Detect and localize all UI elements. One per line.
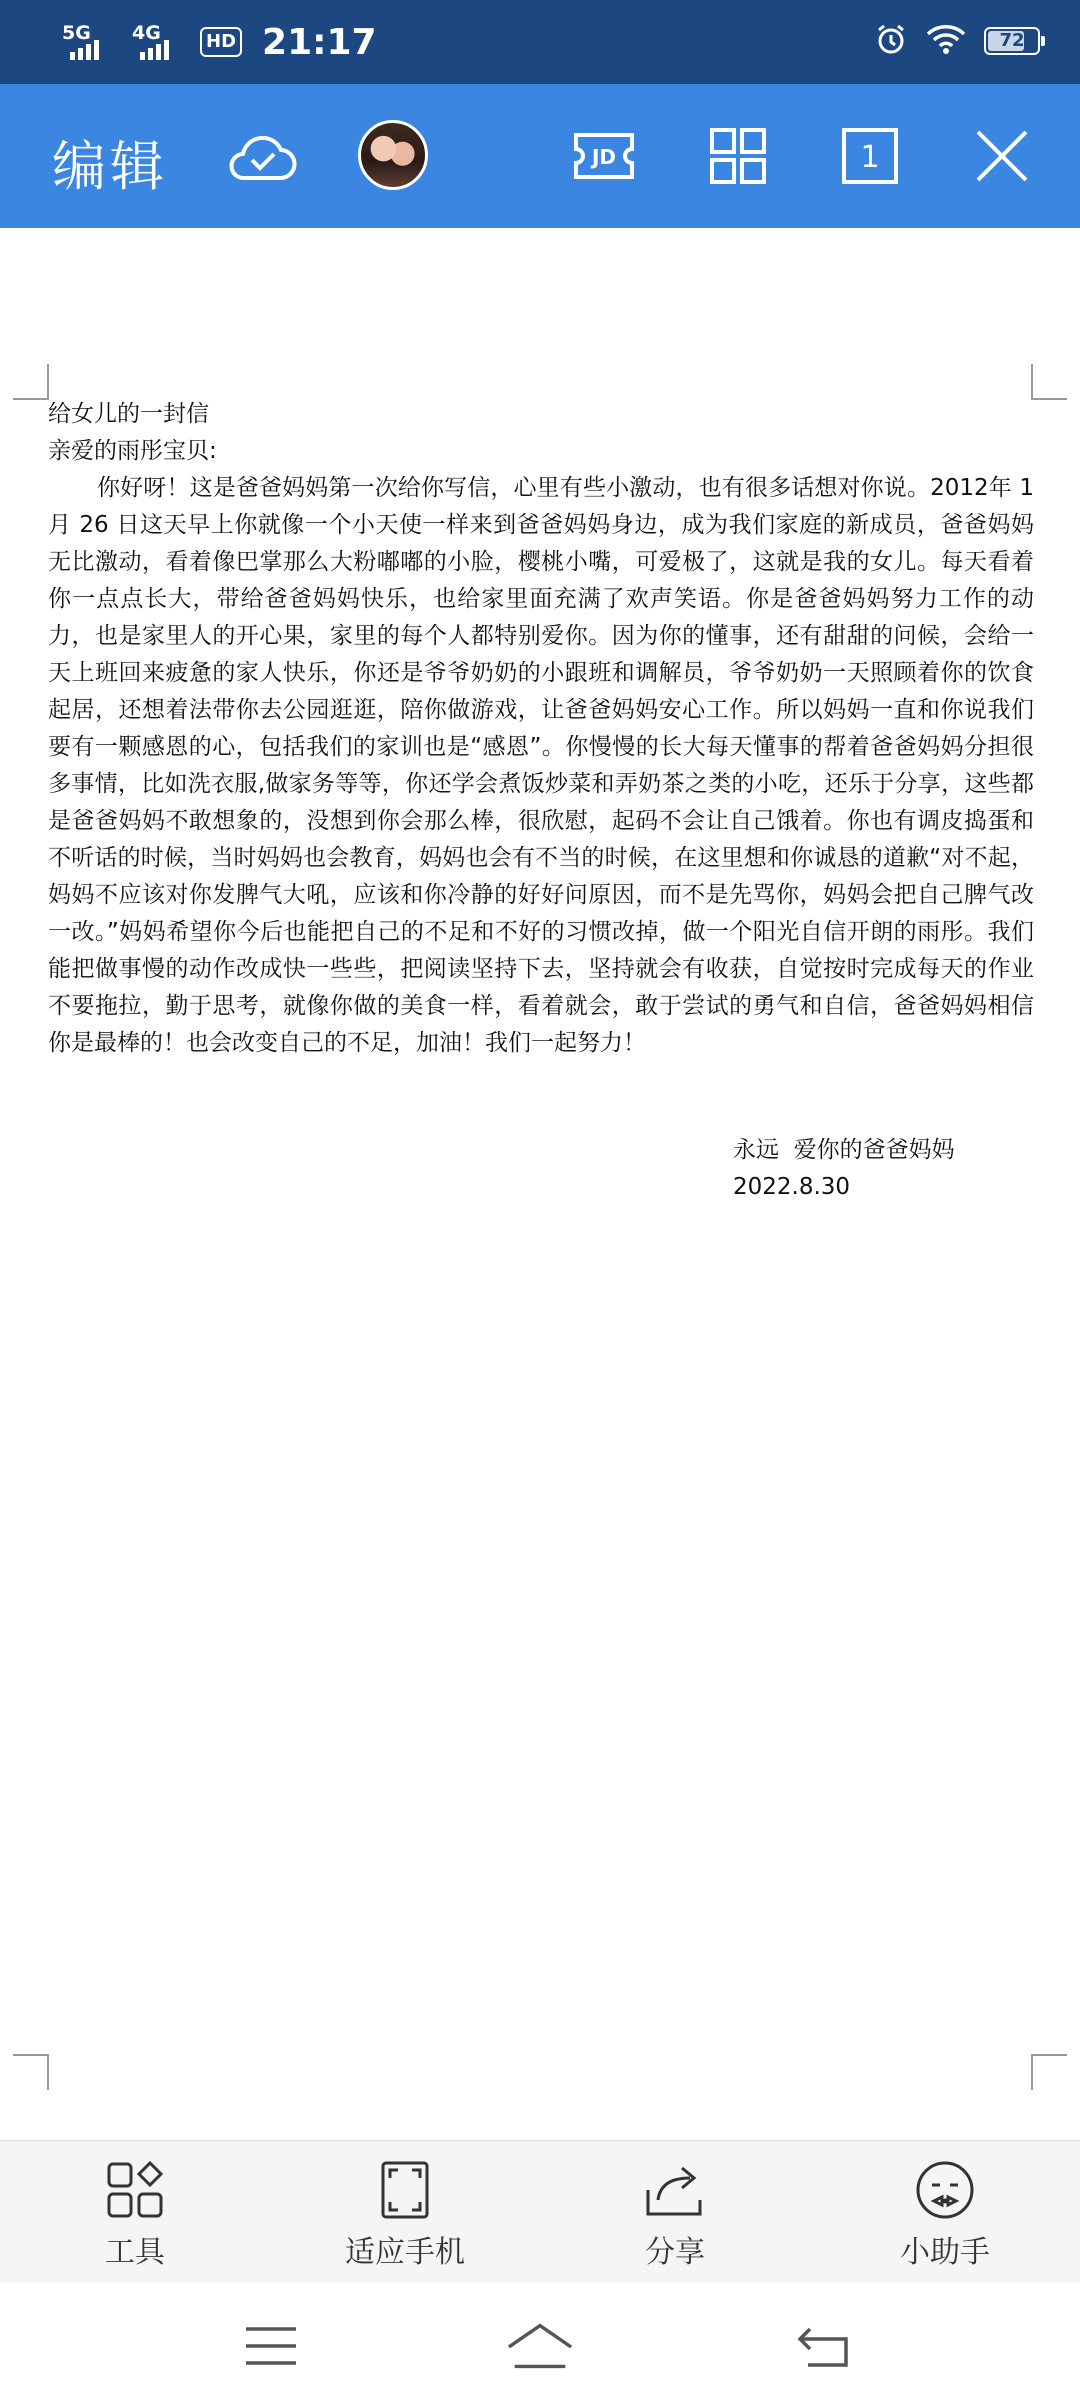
network-1-label: 5G	[62, 22, 91, 44]
letter-body: 你好呀！这是爸爸妈妈第一次给你写信，心里有些小激动，也有很多话想对你说。2012年 1 月 26 日这天早上你就像一个小天使一样来到爸爸妈妈身边，成为我们家庭的新成员，爸爸妈妈无比激动，看着像巴掌那么大粉嘟嘟的小脸，樱桃小嘴，可爱极了，这就是我的女儿。每天看着你一点点长大，带给爸爸妈妈快乐，也给家里面充满了欢声笑语。你是爸爸妈妈努力工作的动力，也是家里人的开心果，家里的每个人都特别爱你。因为你的懂事，还有甜甜的问候，会给一天上班回来疲惫的家人快乐，你还是爷爷奶奶的小跟班和调解员，爷爷奶奶一天照顾着你的饮食起居，还想着法带你去公园逛逛，陪你做游戏，让爸爸妈妈安心工作。所以妈妈一直和你说我们要有一颗感恩的心，包括我们的家训也是“感恩”。你慢慢的长大每天懂事的帮着爸爸妈妈分担很多事情，比如洗衣服,做家务等等，你还学会煮饭炒菜和弄奶茶之类的小吃，还乐于分享，这些都是爸爸妈妈不敢想象的，没想到你会那么棒，很欣慰，起码不会让自己饿着。你也有调皮捣蛋和不听话的时候，当时妈妈也会教育，妈妈也会有不当的时候，在这里想和你诚恳的道歉“对不起，妈妈不应该对你发脾气大吼，应该和你冷静的好好问原因，而不是先骂你，妈妈会把自己脾气改一改。”妈妈希望你今后也能把自己的不足和不好的习惯改掉，做一个阳光自信开朗的雨彤。我们能把做事慢的动作改成快一些些，把阅读坚持下去，坚持就会有收获，自觉按时完成每天的作业不要拖拉，勤于思考，就像你做的美食一样，看着就会，敢于尝试的勇气和自信，爸爸妈妈相信你是最棒的！也会改变自己的不足，加油！我们一起努力！	[48, 475, 1034, 1056]
assistant-button[interactable]	[855, 2157, 1035, 2271]
back-nav-button[interactable]	[788, 2316, 858, 2376]
back-icon	[796, 2323, 850, 2369]
fit-phone-icon	[380, 2160, 430, 2220]
bottom-action-bar	[0, 2140, 1080, 2283]
assistant-label: 小助手	[900, 2235, 990, 2270]
letter-greeting: 亲爱的雨彤宝贝:	[48, 438, 217, 464]
crop-mark-top-right	[1031, 364, 1067, 400]
battery-icon	[984, 27, 1040, 55]
tools-icon	[105, 2160, 165, 2220]
share-label: 分享	[645, 2235, 705, 2270]
cloud-sync-button[interactable]	[220, 114, 304, 198]
jd-ticket-icon	[572, 129, 636, 183]
home-nav-button[interactable]	[505, 2316, 575, 2376]
page-count-button[interactable]	[828, 114, 912, 198]
page-count-icon	[841, 127, 899, 185]
grid-icon	[709, 127, 767, 185]
grid-view-button[interactable]	[696, 114, 780, 198]
edit-button[interactable]: 编辑	[52, 135, 168, 198]
close-icon	[974, 128, 1030, 184]
page-count-label: 1	[860, 140, 880, 175]
tools-button[interactable]	[45, 2157, 225, 2271]
clock: 21:17	[262, 21, 377, 63]
letter-date: 2022.8.30	[733, 1174, 851, 1200]
cloud-check-icon	[226, 128, 298, 184]
fit-phone-label: 适应手机	[345, 2235, 465, 2270]
status-bar	[0, 0, 1080, 84]
signal-5g-icon	[60, 22, 116, 62]
letter-signature-block	[733, 1132, 955, 1206]
jd-button[interactable]	[562, 114, 646, 198]
fit-phone-button[interactable]	[315, 2157, 495, 2271]
share-button[interactable]	[585, 2157, 765, 2271]
battery-percent: 72	[999, 30, 1025, 51]
top-toolbar	[0, 84, 1080, 228]
hd-voice-badge: HD	[200, 27, 242, 57]
menu-icon	[244, 2325, 298, 2367]
close-button[interactable]	[960, 114, 1044, 198]
crop-mark-bottom-left	[13, 2054, 49, 2090]
document-page[interactable]	[0, 228, 1080, 2140]
tools-label: 工具	[105, 2235, 165, 2270]
jd-label: JD	[591, 145, 617, 169]
letter-signature: 永远 爱你的爸爸妈妈	[733, 1137, 955, 1163]
avatar[interactable]	[358, 120, 428, 190]
alarm-icon	[874, 22, 908, 60]
letter-text	[48, 396, 1034, 1062]
menu-nav-button[interactable]	[236, 2316, 306, 2376]
assistant-robot-icon	[914, 2159, 976, 2221]
wifi-icon	[926, 23, 966, 59]
letter-title: 给女儿的一封信	[48, 401, 209, 427]
crop-mark-top-left	[13, 364, 49, 400]
home-icon	[505, 2321, 575, 2371]
signal-4g-icon	[130, 22, 186, 62]
share-icon	[644, 2160, 706, 2220]
system-nav-bar	[0, 2282, 1080, 2408]
network-2-label: 4G	[132, 22, 161, 44]
crop-mark-bottom-right	[1031, 2054, 1067, 2090]
